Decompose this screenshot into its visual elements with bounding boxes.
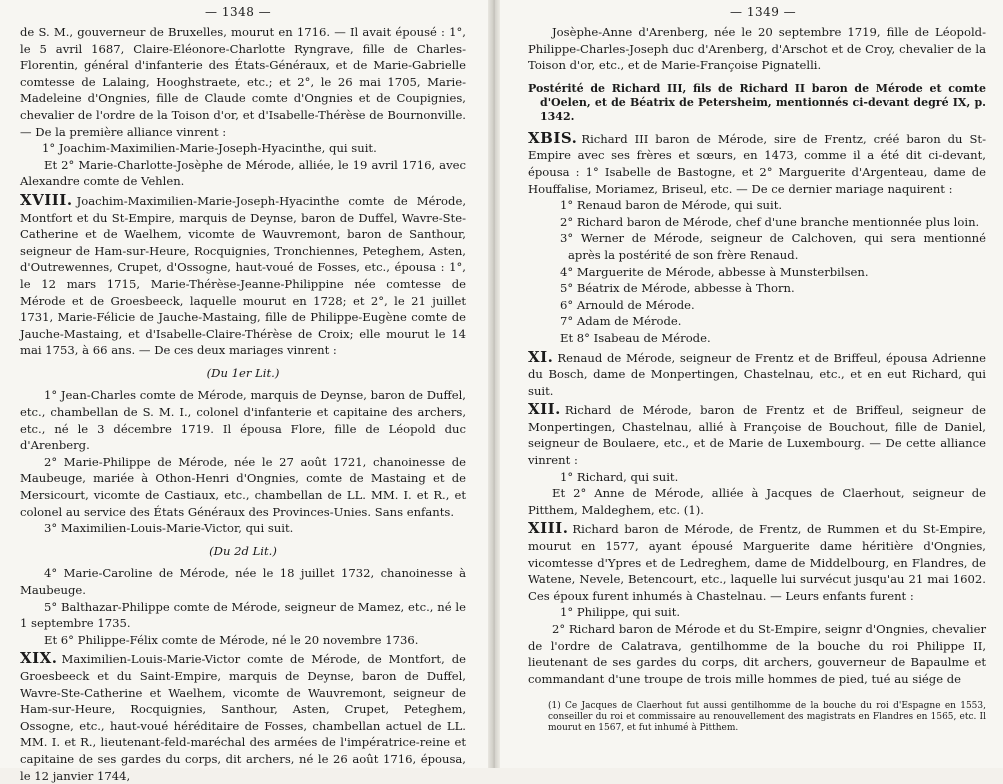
list-item: 2° Richard baron de Mérode, chef d'une branche mentionnée plus loin.: [560, 214, 980, 229]
degree-numeral: XI.: [528, 347, 554, 366]
list-item: Et 2° Anne de Mérode, alliée à Jacques de Claerhout, seigneur de Pitthem, Maldeghem, etc. (1).: [528, 486, 986, 517]
list-item: 1° Renaud baron de Mérode, qui suit.: [560, 198, 783, 213]
genealogy-entry-13: [528, 520, 986, 604]
section-label: (Du 1er Lit.): [206, 365, 280, 380]
book-gutter: [488, 0, 500, 768]
footnote: (1) Ce Jacques de Claerhout fut aussi gentilhomme de la bouche du roi d'Espagne en 1553, conseiller du roi et commissaire au renouvellement des magistrats en Flandres en 1565, etc. Il mourut en 1567, et fut inhumé à Pitthem.: [548, 701, 986, 734]
genealogy-entry-12: [528, 401, 986, 468]
list-item: 2° Marie-Philippe de Mérode, née le 27 août 1721, chanoinesse de Maubeuge, mariée à Othon-Henri d'Ongnies, comte de Mastaing et de Mersicourt, vicomte de Castiaux, etc., chambellan de LL. MM. I. et R., et colonel au service des États Généraux des Provinces-Unies. Sans enfants.: [20, 454, 466, 519]
list-item: 5° Béatrix de Mérode, abbesse à Thorn.: [560, 281, 795, 296]
list-item: Et 6° Philippe-Félix comte de Mérode, né le 20 novembre 1736.: [44, 632, 419, 647]
degree-numeral: XIX.: [20, 649, 58, 668]
paragraph: Josèphe-Anne d'Arenberg, née le 20 septembre 1719, fille de Léopold-Philippe-Charles-Joseph duc d'Arenberg, d'Arschot et de Croy, chevalier de la Toison d'or, etc., et de Marie-Françoise Pignatelli.: [528, 25, 986, 73]
list-item: Et 8° Isabeau de Mérode.: [560, 330, 711, 345]
list-item: 1° Jean-Charles comte de Mérode, marquis de Deynse, baron de Duffel, etc., chambellan de S. M. I., colonel d'infanterie et capitaine des archers, etc., né le 3 décembre 1719. Il épousa Flore, fille de Léopold duc d'Arenberg.: [20, 388, 466, 453]
paragraph: de S. M., gouverneur de Bruxelles, mourut en 1716. — Il avait épousé : 1°, le 5 avril 1687, Claire-Eléonore-Charlotte Ryngrave, fille de Charles-Florentin, général d'infanterie des États-Généraux, et de Marie-Gabrielle comtesse de Lalaing, Hooghstraete, etc.; et 2°, le 26 mai 1705, Marie-Madeleine d'Ongnies, fille de Claude comte d'Ongnies et de Coupignies, chevalier de l'ordre de la Toison d'or, et d'Isabelle-Thérèse de Bournonville. — De la première alliance vinrent :: [20, 25, 466, 139]
right-page-text: [528, 24, 986, 734]
right-page: [500, 0, 1003, 768]
section-heading: Postérité de Richard III, fils de Richard II baron de Mérode et comte d'Oelen, et de Béatrix de Petersheim, mentionnés ci-devant degré IX, p. 1342.: [528, 81, 986, 123]
entry-text: Joachim-Maximilien-Marie-Joseph-Hyacinthe comte de Mérode, Montfort et du St-Empire, marquis de Deynse, baron de Duffel, Wavre-Ste-Catherine et de Waelhem, vicomte de Wauvremont, baron de Santhour, seigneur de Ham-sur-Heure, Rocquignies, Tronchiennes, Peteghem, Asten, d'Outrewennes, Crupet, d'Ossogne, haut-voué de Fosses, etc., épousa : 1°, le 12 mars 1715, Marie-Thérèse-Jeanne-Philippine née comtesse de Mérode et de Groesbeeck, laquelle mourut en 1728; et 2°, le 21 juillet 1731, Marie-Félicie de Jauche-Mastaing, fille de Philippe-Eugène comte de Jauche-Mastaing, et d'Isabelle-Claire-Thérèse de Croix; elle mourut le 14 mai 1753, à 66 ans. — De ces deux mariages vinrent :: [20, 193, 466, 358]
genealogy-entry-11: [528, 349, 986, 400]
entry-text: Richard baron de Mérode, de Frentz, de Rummen et du St-Empire, mourut en 1577, ayant épousé Marguerite dame héritière d'Ongnies, vicomtesse d'Ypres et de Ledreghem, dame de Middelbourg, en Flandres, de Watene, Nevele, Betencourt, etc., laquelle lui survécut jusqu'au 21 mai 1602. Ces époux furent inhumés à Chastelnau. — Leurs enfants furent :: [528, 522, 986, 603]
list-item: 1° Philippe, qui suit.: [560, 605, 681, 620]
entry-text: Richard III baron de Mérode, sire de Frentz, créé baron du St-Empire avec ses frères et sœurs, en 1473, comme il a été dit ci-devant, épousa : 1° Isabelle de Bastogne, et 2° Marguerite d'Argenteau, dame de Houffalise, Moriamez, Briseul, etc. — De ce dernier mariage naquirent :: [528, 131, 986, 196]
list-item: 5° Balthazar-Philippe comte de Mérode, seigneur de Mamez, etc., né le 1 septembre 1735.: [20, 599, 466, 631]
genealogy-entry-18: [20, 192, 466, 359]
degree-numeral: XBIS.: [528, 128, 578, 147]
list-item: 1° Joachim-Maximilien-Marie-Joseph-Hyacinthe, qui suit.: [42, 141, 377, 156]
degree-numeral: XII.: [528, 400, 561, 419]
page-number-left: — 1348 —: [205, 5, 272, 19]
degree-numeral: XVIII.: [20, 190, 73, 209]
entry-text: Renaud de Mérode, seigneur de Frentz et de Briffeul, épousa Adrienne du Bosch, dame de Monpertingen, Chastelnau, etc., et en eut Richard, qui suit.: [528, 350, 986, 398]
list-item: 2° Richard baron de Mérode et du St-Empire, seignr d'Ongnies, chevalier de l'ordre de Calatrava, gentilhomme de la bouche du roi Philippe II, lieutenant de ses gardes du corps, dit archers, gouverneur de Bapaulme et commandant d'une troupe de trois mille hommes de pied, tué au siége de: [528, 622, 986, 686]
list-item: 4° Marie-Caroline de Mérode, née le 18 juillet 1732, chanoinesse à Maubeuge.: [20, 566, 466, 597]
left-page: [0, 0, 488, 783]
genealogy-entry-19: [20, 650, 466, 784]
list-item: 3° Werner de Mérode, seigneur de Calchoven, qui sera mentionné après la postérité de son frère Renaud.: [560, 231, 986, 262]
list-item: 6° Arnould de Mérode.: [560, 297, 695, 312]
list-item: 3° Maximilien-Louis-Marie-Victor, qui suit.: [44, 521, 294, 536]
genealogy-entry-xbis: [528, 130, 986, 197]
list-item: 4° Marguerite de Mérode, abbesse à Munsterbilsen.: [560, 264, 869, 279]
left-page-text: [20, 24, 466, 784]
list-item: 7° Adam de Mérode.: [560, 314, 682, 329]
entry-text: Maximilien-Louis-Marie-Victor comte de Mérode, de Montfort, de Groesbeeck et du Saint-Empire, marquis de Deynse, baron de Duffel, Wavre-Ste-Catherine et Waelhem, vicomte de Wauvremont, seigneur de Ham-sur-Heure, Rocquignies, Santhour, Asten, Crupet, Peteghem, Ossogne, etc., haut-voué héréditaire de Fosses, chambellan actuel de LL. MM. I. et R., lieutenant-feld-maréchal des armées de l'impératrice-reine et capitaine de ses gardes du corps, dit archers, né le 26 août 1716, épousa, le 12 janvier 1744,: [20, 652, 466, 783]
page-number-right: — 1349 —: [730, 5, 797, 19]
paragraph: Et 2° Marie-Charlotte-Josèphe de Mérode, alliée, le 19 avril 1716, avec Alexandre comte de Vehlen.: [20, 157, 466, 189]
entry-text: Richard de Mérode, baron de Frentz et de Briffeul, seigneur de Monpertingen, Chastelnau, allié à Françoise de Bouchout, fille de Daniel, seigneur de Boulaere, etc., et de Marie de Luxembourg. — De cette alliance vinrent :: [528, 403, 986, 468]
degree-numeral: XIII.: [528, 519, 569, 538]
section-label: (Du 2d Lit.): [209, 543, 277, 558]
list-item: 1° Richard, qui suit.: [560, 469, 679, 484]
